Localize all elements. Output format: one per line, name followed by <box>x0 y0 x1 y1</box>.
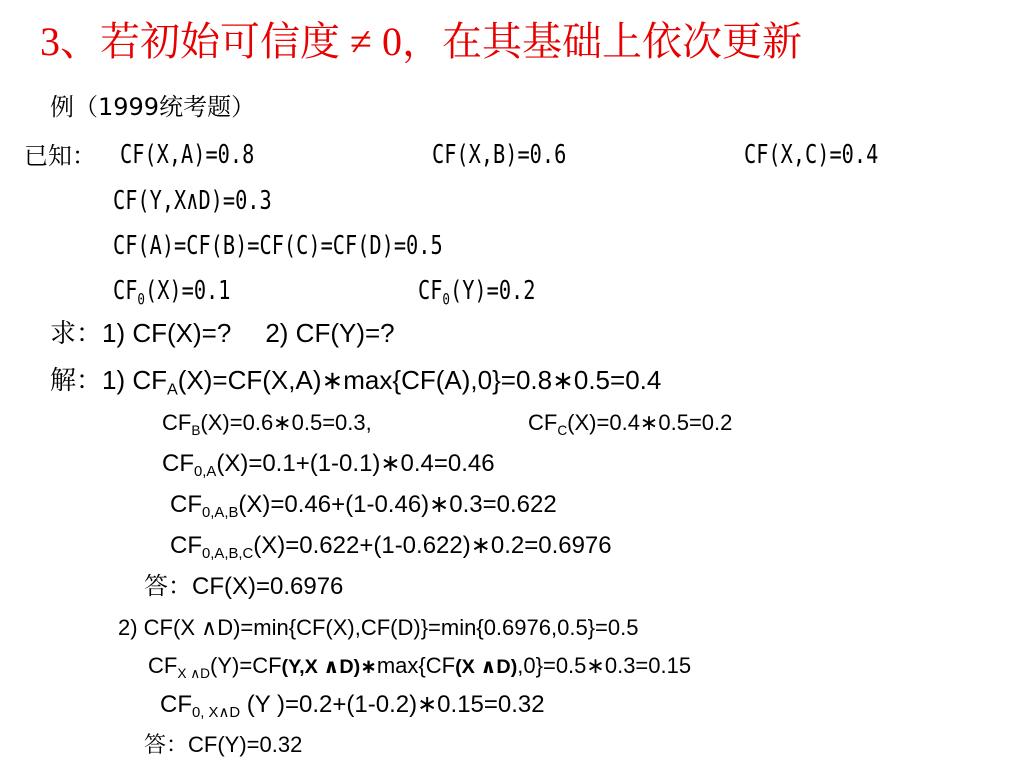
ask-q2: 2) CF(Y)=? <box>265 318 395 348</box>
sol7-sub: X ∧D <box>177 665 211 681</box>
ask-q1: 1) CF(X)=? <box>102 318 232 348</box>
sol3-post: (X)=0.1+(1-0.1)∗0.4=0.46 <box>216 450 495 477</box>
sol2b-pre: CF <box>528 410 558 435</box>
solution-line-1 <box>50 365 662 399</box>
answer-2 <box>144 734 302 757</box>
known-cf0-y-sub: 0 <box>442 289 450 309</box>
sol4-sub: 0,A,B <box>202 505 239 522</box>
known-cf0-x-pre: CF <box>113 276 138 306</box>
answer-1-label: 答： <box>144 572 192 600</box>
answer-2-value: CF(Y)=0.32 <box>188 732 303 757</box>
sol1-sub: A <box>167 380 178 399</box>
sol2a-pre: CF <box>162 410 192 435</box>
sol2a-sub: B <box>191 422 201 438</box>
sol5-post: (X)=0.622+(1-0.622)∗0.2=0.6976 <box>253 532 612 559</box>
sol7-d: (X ∧D) <box>455 656 518 678</box>
sol2b-post: (X)=0.4∗0.5=0.2 <box>567 410 733 435</box>
answer-2-label: 答： <box>144 733 189 758</box>
sol8-sub: 0, X∧D <box>192 705 241 722</box>
sol7-b: (Y,X ∧D)∗ <box>281 656 377 678</box>
sol8-pre: CF <box>160 691 192 718</box>
known-cf-xa: CF(X,A)=0.8 <box>120 140 255 170</box>
slide-title: 3、若初始可信度 ≠ 0，在其基础上依次更新 <box>40 19 802 64</box>
sol7-a: (Y)=CF <box>210 653 282 678</box>
solution-line-7 <box>148 653 692 681</box>
sol1-pre: 1) CF <box>102 365 168 395</box>
known-cf0-x-sub: 0 <box>137 289 145 309</box>
sol5-sub: 0,A,B,C <box>202 546 254 563</box>
known-cf0-y <box>418 276 536 309</box>
sol3-pre: CF <box>162 450 194 477</box>
sol1-post: (X)=CF(X,A)∗max{CF(A),0}=0.8∗0.5=0.4 <box>177 365 662 395</box>
sol5-pre: CF <box>170 532 202 559</box>
sol7-e: ,0}=0.5∗0.3=0.15 <box>517 653 692 678</box>
known-cf-xb: CF(X,B)=0.6 <box>432 140 567 170</box>
solution-line-3 <box>162 450 495 481</box>
known-cf-abcd: CF(A)=CF(B)=CF(C)=CF(D)=0.5 <box>113 231 443 261</box>
solution-line-2b <box>528 410 733 438</box>
sol4-pre: CF <box>170 491 202 518</box>
sol2b-sub: C <box>557 422 568 438</box>
ask-label: 求： <box>50 319 103 349</box>
solution-label: 解： <box>50 366 103 396</box>
answer-1-value: CF(X)=0.6976 <box>192 573 344 600</box>
solution-line-2a <box>162 410 372 438</box>
known-label: 已知： <box>24 142 96 170</box>
sol2a-post: (X)=0.6∗0.5=0.3, <box>200 410 372 435</box>
solution-line-4 <box>170 491 557 522</box>
sol3-sub: 0,A <box>194 464 217 481</box>
example-heading: 例（1999统考题） <box>50 93 256 121</box>
solution-line-6: 2) CF(X ∧D)=min{CF(X),CF(D)}=min{0.6976,0.5}=0.5 <box>118 615 639 640</box>
known-cf0-x <box>113 276 231 309</box>
sol7-c: max{CF <box>376 653 456 678</box>
known-cf-yxd: CF(Y,X∧D)=0.3 <box>113 186 272 216</box>
known-cf-xc: CF(X,C)=0.4 <box>744 140 879 170</box>
answer-1 <box>144 574 343 599</box>
known-cf0-y-post: (Y)=0.2 <box>449 276 536 306</box>
sol8-post: (Y )=0.2+(1-0.2)∗0.15=0.32 <box>240 691 545 718</box>
solution-line-8 <box>160 691 545 722</box>
sol4-post: (X)=0.46+(1-0.46)∗0.3=0.622 <box>238 491 557 518</box>
sol7-pre: CF <box>148 653 178 678</box>
known-cf0-y-pre: CF <box>418 276 443 306</box>
ask-line <box>50 320 395 347</box>
solution-line-5 <box>170 532 612 563</box>
known-cf0-x-post: (X)=0.1 <box>144 276 231 306</box>
